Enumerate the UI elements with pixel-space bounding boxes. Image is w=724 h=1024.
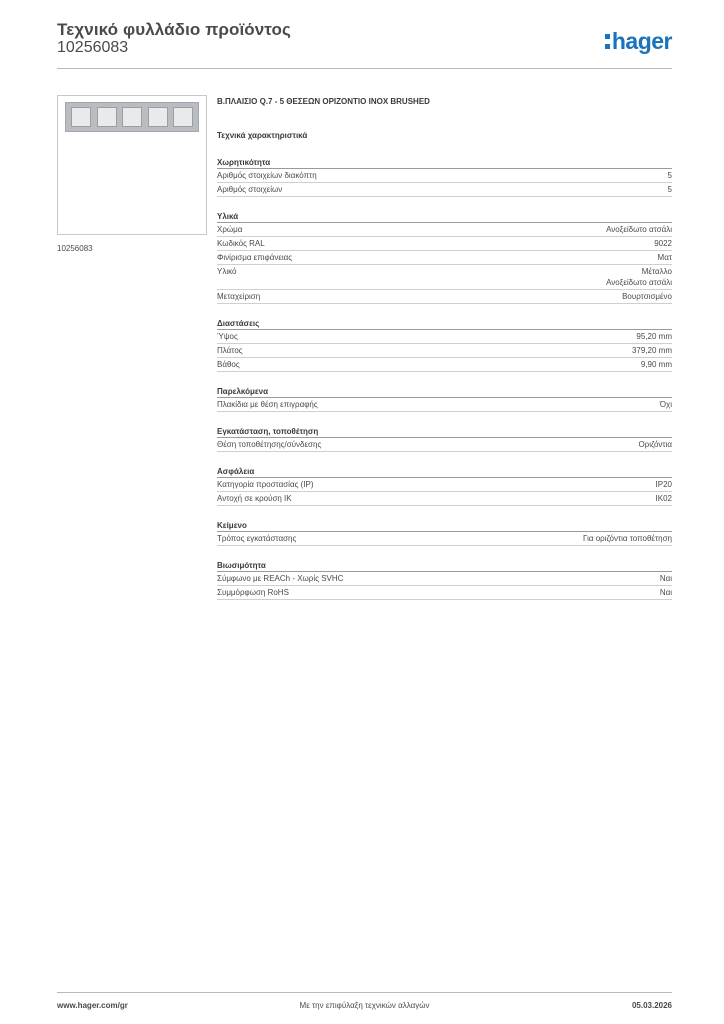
spec-value (668, 184, 672, 195)
header-divider (57, 68, 672, 69)
spec-value-line: 5 (667, 185, 672, 194)
spec-label: Αντοχή σε κρούση IK (217, 494, 292, 503)
spec-value (658, 252, 672, 263)
spec-value (654, 238, 672, 249)
section-title: Χωρητικότητα (217, 157, 672, 169)
tech-heading: Τεχνικά χαρακτηριστικά (217, 131, 308, 140)
spec-row (217, 478, 672, 492)
spec-section (217, 386, 672, 412)
spec-label: Μεταχείριση (217, 292, 261, 301)
image-caption: 10256083 (57, 244, 93, 253)
spec-label: Θέση τοποθέτησης/σύνδεσης (217, 440, 322, 449)
spec-section (217, 466, 672, 506)
spec-value-line: 95,20 mm (636, 332, 672, 341)
spec-value-line: Οριζόντια (638, 440, 672, 449)
spec-value-line: Ναι (659, 588, 672, 597)
spec-value-line: Για οριζόντια τοποθέτηση (583, 534, 672, 543)
document-title: Τεχνικό φυλλάδιο προϊόντος (57, 20, 291, 39)
spec-label: Υλικό (217, 267, 237, 276)
spec-value (656, 479, 672, 490)
spec-value-line: 5 (667, 171, 672, 180)
spec-label: Κωδικός RAL (217, 239, 265, 248)
spec-row (217, 183, 672, 197)
spec-label: Τρόπος εγκατάστασης (217, 534, 297, 543)
spec-value (638, 439, 672, 450)
spec-section (217, 318, 672, 372)
footer-website[interactable]: www.hager.com/gr (57, 1001, 128, 1010)
spec-row (217, 223, 672, 237)
spec-label: Πλακίδια με θέση επιγραφής (217, 400, 318, 409)
spec-row (217, 532, 672, 546)
spec-label: Χρώμα (217, 225, 243, 234)
footer-date: 05.03.2026 (631, 1001, 672, 1010)
footer-disclaimer: Με την επιφύλαξη τεχνικών αλλαγών (299, 1001, 430, 1010)
spec-value (660, 399, 672, 410)
spec-row (217, 237, 672, 251)
spec-label: Αριθμός στοιχείων διακόπτη (217, 171, 317, 180)
spec-row (217, 330, 672, 344)
logo-colon-icon (605, 34, 610, 49)
product-name: Β.ΠΛΑΙΣΙΟ Q.7 - 5 ΘΕΣΕΩΝ ΟΡΙΖΟΝΤΙΟ INOX BRUSHED (217, 97, 430, 106)
spec-value-line: Όχι (659, 400, 672, 409)
spec-value (583, 533, 672, 544)
frame-slot (173, 107, 193, 127)
spec-row (217, 586, 672, 600)
spec-section (217, 520, 672, 546)
spec-row (217, 572, 672, 586)
spec-row (217, 492, 672, 506)
spec-label: Ύψος (217, 332, 238, 341)
spec-row (217, 438, 672, 452)
spec-value (622, 291, 672, 302)
spec-value-line: Μέταλλο (641, 267, 672, 276)
section-title: Κείμενο (217, 520, 672, 532)
spec-value-line: 9,90 mm (640, 360, 672, 369)
spec-value-line: 9022 (654, 239, 672, 248)
spec-value (641, 359, 672, 370)
frame-slot (71, 107, 91, 127)
spec-value (632, 345, 672, 356)
spec-section (217, 157, 672, 197)
product-image (57, 95, 207, 235)
spec-label: Κατηγορία προστασίας (IP) (217, 480, 314, 489)
section-title: Διαστάσεις (217, 318, 672, 330)
section-title: Παρελκόμενα (217, 386, 672, 398)
spec-label: Πλάτος (217, 346, 243, 355)
spec-row (217, 251, 672, 265)
spec-value-line: IP20 (655, 480, 672, 489)
spec-row (217, 290, 672, 304)
spec-row (217, 344, 672, 358)
spec-row (217, 265, 672, 290)
spec-sections (217, 157, 672, 600)
spec-section (217, 211, 672, 304)
frame-illustration (65, 102, 199, 132)
spec-value-line: Ματ (657, 253, 672, 262)
product-number: 10256083 (57, 39, 129, 56)
section-title: Ασφάλεια (217, 466, 672, 478)
logo-text: hager (611, 28, 672, 54)
spec-value (606, 224, 672, 235)
spec-value (606, 266, 672, 288)
spec-value-line: Ανοξείδωτο ατσάλι (606, 278, 672, 287)
spec-value (636, 331, 672, 342)
spec-label: Αριθμός στοιχείων (217, 185, 283, 194)
spec-value-line: Ανοξείδωτο ατσάλι (606, 225, 672, 234)
spec-value-line: IK02 (655, 494, 672, 503)
frame-slot (97, 107, 117, 127)
spec-value (668, 170, 672, 181)
spec-row (217, 169, 672, 183)
frame-slot (122, 107, 142, 127)
spec-section (217, 426, 672, 452)
spec-content (217, 96, 672, 600)
section-title: Βιωσιμότητα (217, 560, 672, 572)
spec-value-line: Ναι (659, 574, 672, 583)
page-header (57, 20, 672, 68)
spec-value-line: 379,20 mm (631, 346, 672, 355)
spec-label: Βάθος (217, 360, 240, 369)
spec-label: Συμμόρφωση RoHS (217, 588, 289, 597)
frame-slot (148, 107, 168, 127)
section-title: Υλικά (217, 211, 672, 223)
spec-section (217, 560, 672, 600)
spec-value-line: Βουρτσισμένο (622, 292, 672, 301)
spec-value (660, 573, 672, 584)
spec-row (217, 358, 672, 372)
spec-value (656, 493, 672, 504)
spec-label: Σύμφωνο με REACh - Χωρίς SVHC (217, 574, 344, 583)
hager-logo (605, 28, 672, 55)
spec-value (660, 587, 672, 598)
spec-row (217, 398, 672, 412)
spec-label: Φινίρισμα επιφάνειας (217, 253, 293, 262)
page-footer (57, 992, 672, 1013)
section-title: Εγκατάσταση, τοποθέτηση (217, 426, 672, 438)
